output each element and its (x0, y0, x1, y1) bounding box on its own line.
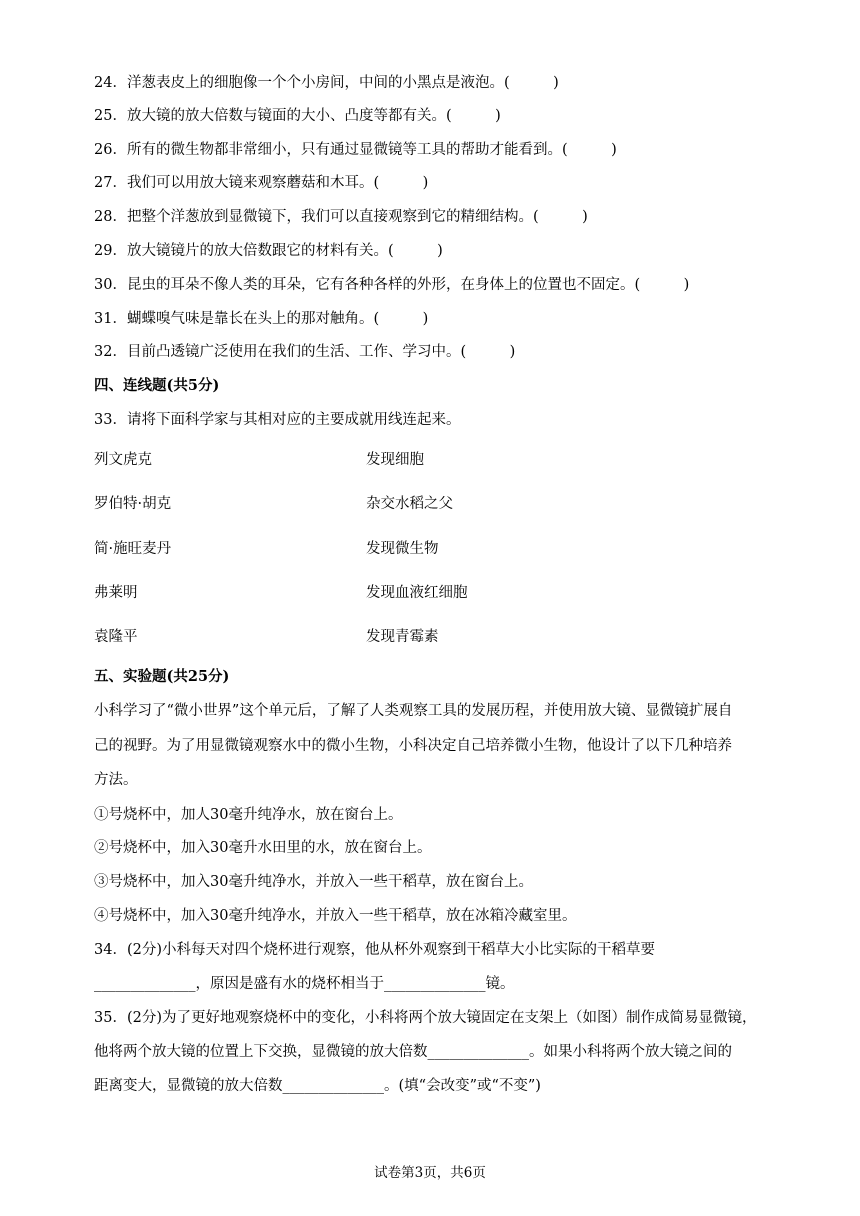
question-30: 30．昆虫的耳朵不像人类的耳朵，它有各种各样的外形，在身体上的位置也不固定。( ) (94, 277, 690, 293)
achievement-item: 发现微生物 (366, 541, 439, 557)
method-item: ①号烧杯中，加人30毫升纯净水，放在窗台上。 (94, 807, 403, 823)
method-item: ④号烧杯中，加入30毫升纯净水，并放入一些干稻草，放在冰箱冷藏室里。 (94, 908, 577, 924)
achievement-item: 发现青霉素 (366, 629, 439, 645)
question-26: 26．所有的微生物都非常细小，只有通过显微镜等工具的帮助才能看到。( ) (94, 142, 617, 158)
scientist-item: 罗伯特·胡克 (94, 496, 172, 512)
question-27: 27．我们可以用放大镜来观察蘑菇和木耳。( ) (94, 175, 429, 191)
intro-line: 方法。 (94, 772, 138, 788)
scientist-item: 简·施旺麦丹 (94, 541, 172, 557)
section-5-heading: 五、实验题(共25分) (94, 668, 230, 685)
question-24: 24．洋葱表皮上的细胞像一个个小房间，中间的小黑点是液泡。( ) (94, 75, 559, 91)
question-34-line: ______________，原因是盛有水的烧杯相当于______________镜。 (94, 976, 515, 992)
achievement-item: 发现细胞 (366, 452, 424, 468)
question-35-line: 他将两个放大镜的位置上下交换，显微镜的放大倍数______________。如果小科将两个放大镜之间的 (94, 1044, 732, 1060)
question-34-line: 34．(2分)小科每天对四个烧杯进行观察，他从杯外观察到干稻草大小比实际的干稻草要 (94, 942, 655, 958)
intro-line: 己的视野。为了用显微镜观察水中的微小生物，小科决定自己培养微小生物，他设计了以下几种培养 (94, 738, 732, 754)
question-33: 33．请将下面科学家与其相对应的主要成就用线连起来。 (94, 412, 461, 428)
page-footer: 试卷第3页，共6页 (374, 1165, 486, 1181)
achievement-item: 发现血液红细胞 (366, 585, 468, 601)
question-25: 25．放大镜的放大倍数与镜面的大小、凸度等都有关。( ) (94, 108, 501, 124)
question-29: 29．放大镜镜片的放大倍数跟它的材料有关。( ) (94, 243, 443, 259)
method-item: ③号烧杯中，加入30毫升纯净水，并放入一些干稻草，放在窗台上。 (94, 874, 533, 890)
scientist-item: 弗莱明 (94, 585, 138, 601)
question-35-line: 距离变大，显微镜的放大倍数______________。(填“会改变”或“不变”) (94, 1078, 541, 1094)
section-4-heading: 四、连线题(共5分) (94, 377, 220, 394)
question-31: 31．蝴蝶嗅气味是靠长在头上的那对触角。( ) (94, 311, 429, 327)
scientist-item: 列文虎克 (94, 452, 152, 468)
question-35-line: 35．(2分)为了更好地观察烧杯中的变化，小科将两个放大镜固定在支架上（如图）制作成简易显微镜， (94, 1010, 757, 1026)
question-32: 32．目前凸透镜广泛使用在我们的生活、工作、学习中。( ) (94, 344, 516, 360)
intro-line: 小科学习了“微小世界”这个单元后，了解了人类观察工具的发展历程，并使用放大镜、显微镜扩展自 (94, 703, 733, 719)
scientist-item: 袁隆平 (94, 629, 138, 645)
achievement-item: 杂交水稻之父 (366, 496, 453, 512)
method-item: ②号烧杯中，加入30毫升水田里的水，放在窗台上。 (94, 840, 432, 856)
question-28: 28．把整个洋葱放到显微镜下，我们可以直接观察到它的精细结构。( ) (94, 209, 588, 225)
